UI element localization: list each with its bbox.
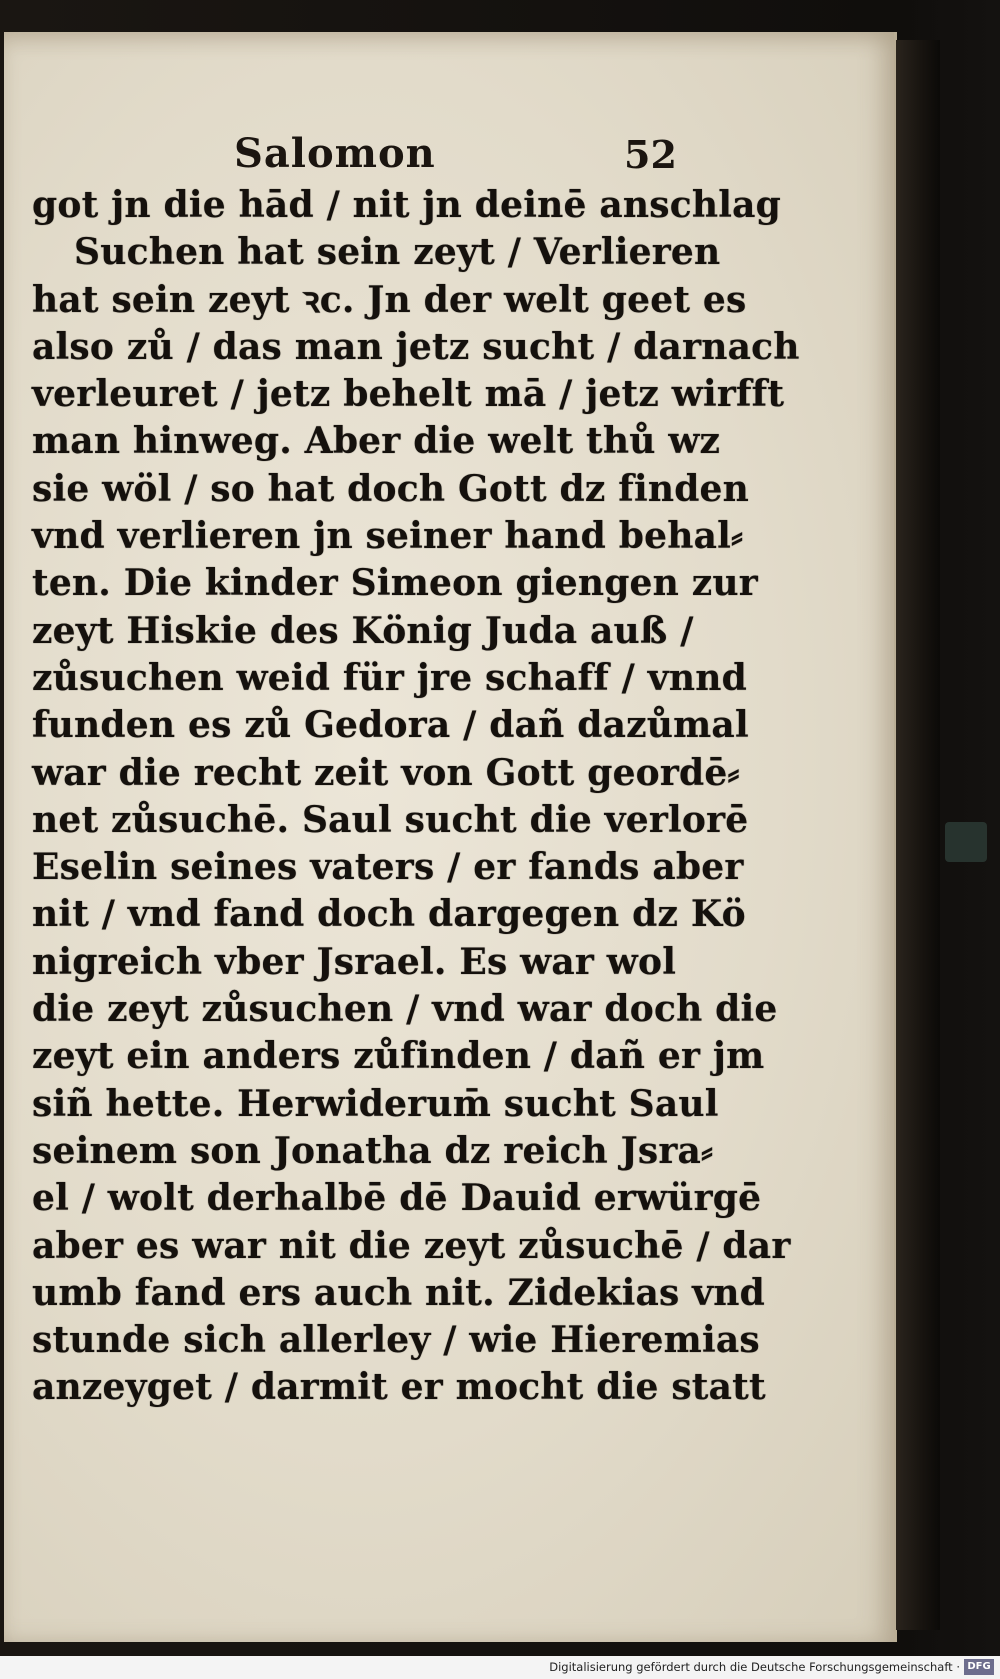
book-fore-edge	[896, 40, 940, 1630]
text-line: umb fand ers auch nit. Zidekias vnd	[32, 1271, 766, 1314]
text-line: seinem son Jonatha dz reich Jsra⸗	[32, 1129, 714, 1172]
text-line: war die recht zeit von Gott geordē⸗	[32, 751, 740, 794]
text-line: vnd verlieren jn seiner hand behal⸗	[32, 515, 744, 558]
funding-credit: Digitalisierung gefördert durch die Deutsche Forschungsgemeinschaft ·	[549, 1660, 960, 1674]
text-line: man hinweg. Aber die welt thů wz	[32, 420, 721, 463]
text-line: aber es war nit die zeyt zůsuchē / dar	[32, 1224, 791, 1267]
page-number: 52	[624, 132, 677, 177]
scan-marker	[945, 822, 987, 862]
text-line: siñ hette. Herwiderum̄ sucht Saul	[32, 1082, 719, 1125]
text-line: anzeyget / darmit er mocht die statt	[32, 1366, 766, 1409]
text-line: nigreich vber Jsrael. Es war wol	[32, 940, 677, 983]
text-line: nit / vnd fand doch dargegen dz Kö	[32, 893, 746, 936]
body-text	[32, 182, 800, 1412]
text-line: Suchen hat sein zeyt / Verlieren	[74, 231, 721, 274]
text-line: stunde sich allerley / wie Hieremias	[32, 1319, 760, 1362]
text-line: net zůsuchē. Saul sucht die verlorē	[32, 798, 749, 841]
text-line: verleuret / jetz behelt mā / jetz wirfft	[32, 373, 785, 416]
text-line: zůsuchen weid für jre schaff / vnnd	[32, 656, 747, 699]
text-line: ten. Die kinder Simeon giengen zur	[32, 562, 758, 605]
running-title: Salomon	[234, 130, 436, 177]
text-line: funden es zů Gedora / dañ dazůmal	[32, 704, 749, 747]
text-line: die zeyt zůsuchen / vnd war doch die	[32, 988, 778, 1031]
page-header	[4, 130, 724, 180]
footer-bar	[0, 1656, 1000, 1679]
text-line: Eselin seines vaters / er fands aber	[32, 846, 744, 889]
text-line: hat sein zeyt ꝛc. Jn der welt geet es	[32, 278, 747, 321]
text-line: got jn die hād / nit jn deinē anschlag	[32, 184, 781, 226]
text-line: sie wöl / so hat doch Gott dz finden	[32, 467, 750, 510]
text-line: zeyt ein anders zůfinden / dañ er jm	[32, 1035, 765, 1078]
text-line: also zů / das man jetz sucht / darnach	[32, 325, 800, 368]
dfg-logo: DFG	[964, 1659, 994, 1675]
text-line: zeyt Hiskie des König Juda auß /	[32, 609, 694, 652]
book-page	[4, 32, 897, 1642]
text-line: el / wolt derhalbē dē Dauid erwürgē	[32, 1177, 762, 1220]
